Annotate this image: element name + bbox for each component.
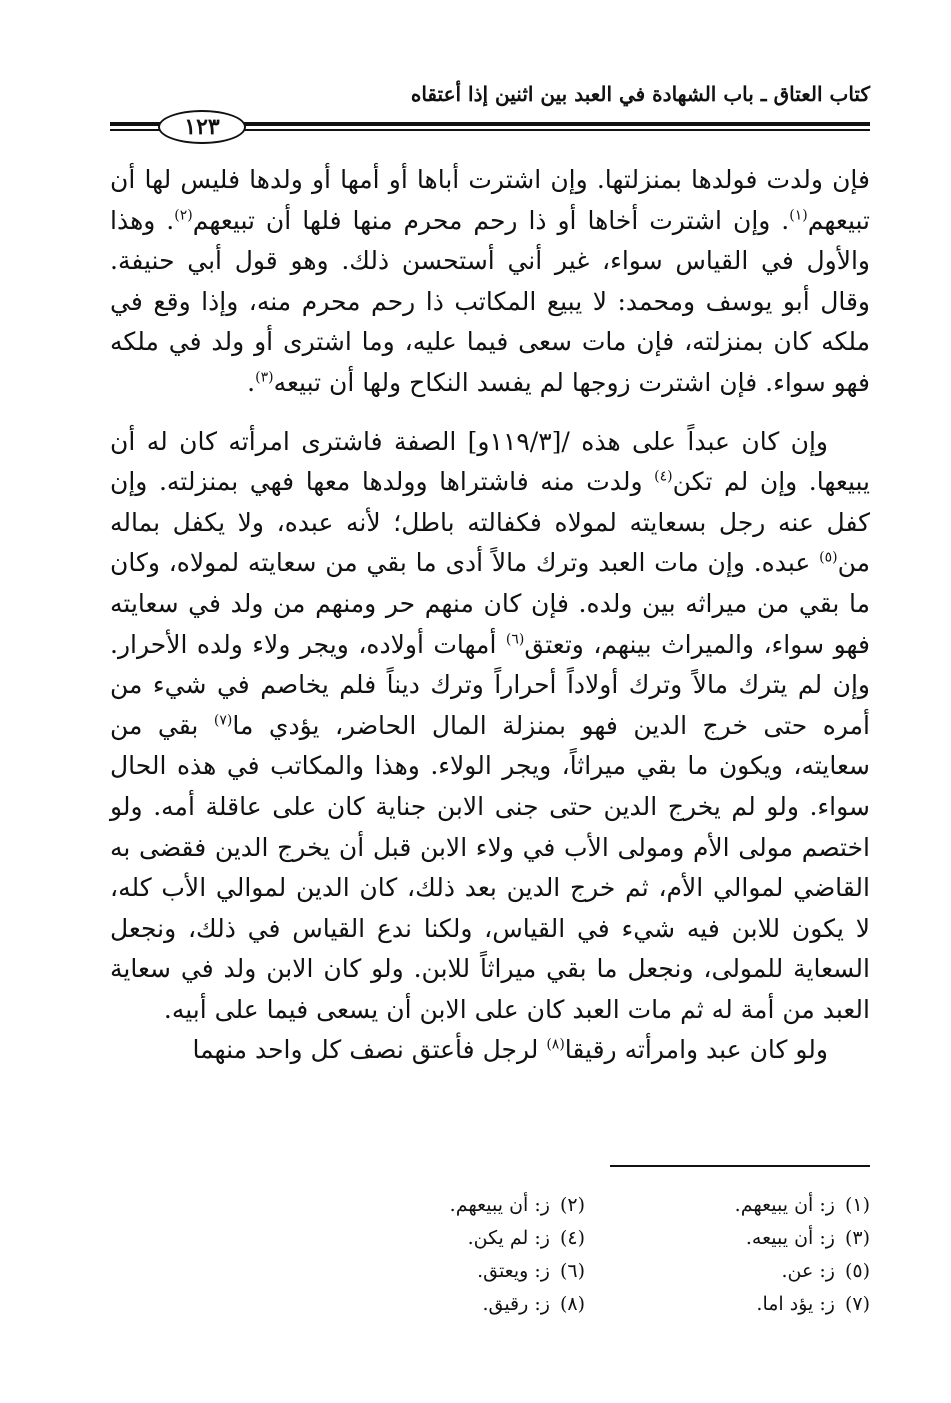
footnote-5 (585, 1256, 870, 1287)
footnote-8 (300, 1289, 585, 1320)
text-run: فإن ولدت فولدها بمنزلتها. وإن اشترت أباها أو أمها أو ولدها فليس لها أن تبيعهم (110, 165, 870, 235)
text-run: ولدت منه فاشتراها وولدها معها فهي بمنزلته. وإن كفل عنه رجل بسعايته لمولاه فكفالته باطل؛ لأنه عبده، ولا يكفل بماله من (110, 467, 870, 578)
footnote-ref: (٤) (654, 468, 673, 485)
paragraph-1 (110, 160, 870, 404)
footnote-text: ز: عن. (781, 1260, 835, 1282)
footnote-text: ز: أن يبيعهم. (449, 1194, 550, 1216)
footnote-ref: (١) (789, 207, 808, 224)
footnote-1 (585, 1190, 870, 1221)
footnote-number: (٧) (844, 1293, 870, 1315)
text-run: . وهذا والأول في القياس سواء، غير أني أستحسن ذلك. وهو قول أبي حنيفة. وقال أبو يوسف ومحمد: لا يبيع المكاتب ذا رحم محرم منه، وإذا وقع في ملكه كان بمنزلته، فإن مات سعى فيما عليه، وما اشترى أو ولد في ملكه فهو سواء. فإن اشترت زوجها لم يفسد النكاح ولها أن تبيعه (110, 205, 870, 397)
footnote-text: ز: يؤد اما. (756, 1293, 835, 1315)
footnote-rule (610, 1165, 870, 1167)
footnote-4 (300, 1223, 585, 1254)
text-run: . (247, 367, 256, 397)
footnote-text: ز: أن يبيعهم. (734, 1194, 835, 1216)
main-text (110, 160, 870, 1071)
text-run: وإن كان عبداً على هذه /[١١٩/٣و] الصفة فاشترى امرأته كان له أن يبيعها. وإن لم تكن (110, 426, 870, 497)
footnote-ref: (٨) (546, 1037, 565, 1054)
text-run: ولو كان عبد وامرأته رقيقا (564, 1035, 828, 1065)
footnote-ref: (٢) (174, 207, 193, 224)
footnote-ref: (٣) (255, 369, 274, 386)
footnote-number: (٦) (559, 1260, 585, 1282)
footnote-number: (٤) (559, 1227, 585, 1249)
footnote-ref: (٥) (819, 550, 838, 567)
footnote-number: (٢) (559, 1194, 585, 1216)
footnote-3 (585, 1223, 870, 1254)
footnote-6 (300, 1256, 585, 1287)
page-number: ١٢٣ (158, 110, 246, 144)
footnote-7 (585, 1289, 870, 1320)
footnote-text: ز: أن يبيعه. (745, 1227, 835, 1249)
running-header: كتاب العتاق ـ باب الشهادة في العبد بين اثنين إذا أعتقاه (410, 82, 870, 106)
footnote-number: (٣) (844, 1227, 870, 1249)
footnote-text: ز: لم يكن. (467, 1227, 550, 1249)
text-run: لرجل فأعتق نصف كل واحد منهما (192, 1035, 547, 1065)
footnote-ref: (٧) (213, 712, 233, 729)
footnote-number: (٨) (559, 1293, 585, 1315)
footnote-number: (١) (844, 1194, 870, 1216)
paragraph-3 (110, 1030, 870, 1071)
footnote-text: ز: ويعتق. (477, 1260, 550, 1282)
text-run: عبده. وإن مات العبد وترك مالاً أدى ما بقي من سعايته لمولاه، وكان ما بقي من ميراثه بين ولده. فإن كان منهم حر ومنهم من ولد في سعايته فهو سواء، والميراث بينهم، وتعتق (110, 548, 870, 659)
text-run: بقي من سعايته، ويكون ما بقي ميراثاً، ويجر الولاء. وهذا والمكاتب في هذه الحال سواء. ولو لم يخرج الدين حتى جنى الابن جناية كان على عاقلة أمه. ولو اختصم مولى الأم ومولى الأب في ولاء الابن قبل أن يخرج الدين فقضى به القاضي لموالي الأم، ثم خرج الدين بعد ذلك، كان الدين لموالي الأب كله، لا يكون للابن فيه شيء في القياس، ولكنا ندع القياس في ذلك، ونجعل السعاية للمولى، ونجعل ما بقي ميراثاً للابن. ولو كان الابن ولد في سعاية العبد من أمة له ثم مات العبد كان على الابن أن يسعى فيما على أبيه. (110, 710, 870, 1024)
footnotes (300, 1190, 870, 1320)
text-run: . وإن اشترت أخاها أو ذا رحم محرم منها فلها أن تبيعهم (192, 205, 790, 235)
footnote-text: ز: رقيق. (482, 1293, 550, 1315)
footnote-2 (300, 1190, 585, 1221)
footnote-ref: (٦) (505, 631, 525, 648)
footnote-number: (٥) (844, 1260, 870, 1282)
text-run: أمهات أولاده، ويجر ولاء ولده الأحرار. وإن لم يترك مالاً وترك أولاداً أحراراً وترك ديناً فلم يخاصم في شيء من أمره حتى خرج الدين فهو بمنزلة المال الحاضر، يؤدي ما (110, 629, 871, 740)
paragraph-2 (110, 422, 870, 1031)
